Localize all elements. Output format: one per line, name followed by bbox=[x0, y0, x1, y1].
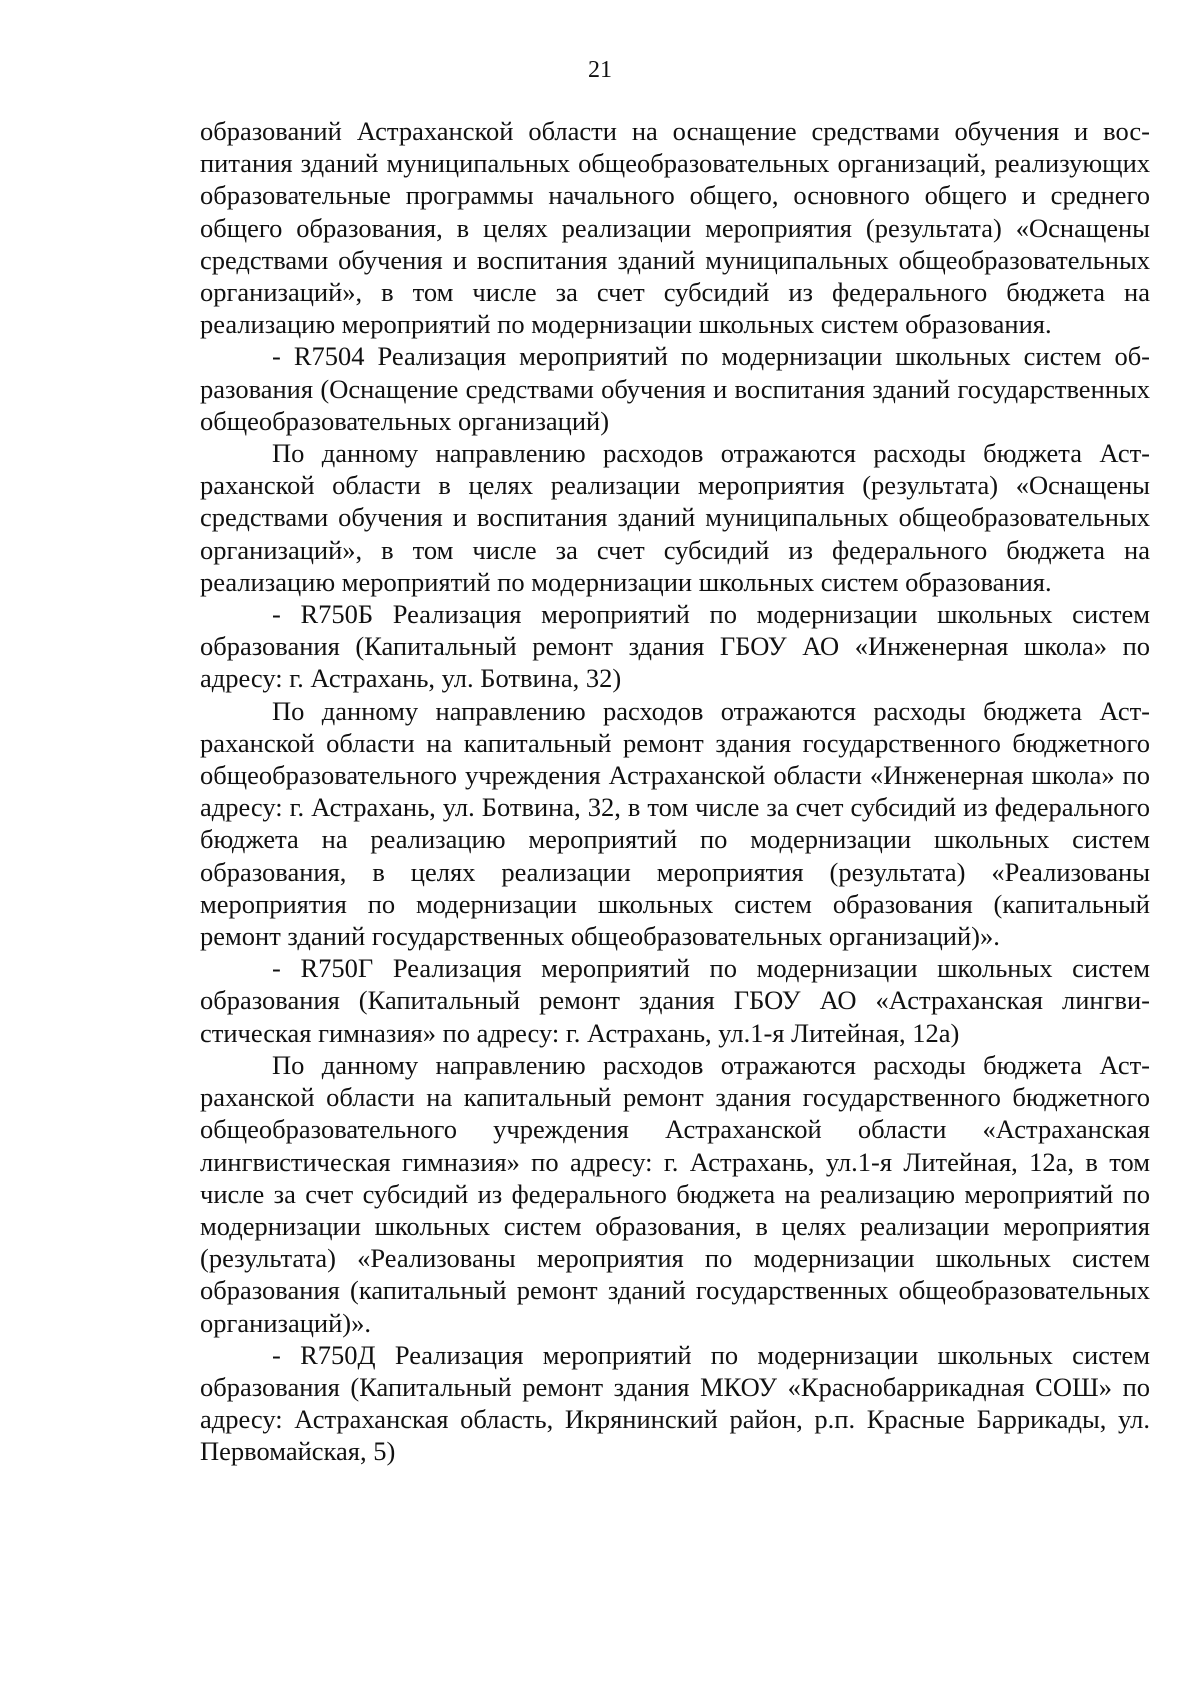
paragraph-r750g-description: По данному направлению расходов отражаются расходы бюджета Астраханской области на капитальный ремонт здания государственного бюджетного общеобразовательного учреждения Астраханской области «Астраханская лингвистическая гимназия» по адресу: г. Астрахань, ул.1-я Литейная, 12а, в том числе за счет субсидий из федерального бюджета на реализацию мероприятий по модернизации школьных систем образования, в целях реализации мероприятия (результата) «Реализованы мероприятия по модернизации школьных систем образования (капитальный ремонт зданий государственных общеобразовательных организаций)». bbox=[200, 1049, 1150, 1338]
document-body bbox=[200, 115, 1150, 1468]
paragraph-r750d-heading: - R750Д Реализация мероприятий по модернизации школьных систем образования (Капитальный ремонт здания МКОУ «Краснобаррикадная СОШ» по адресу: Астраханская область, Икрянинский район, р.п. Красные Баррикады, ул. Первомайская, 5) bbox=[200, 1339, 1150, 1467]
paragraph-r750g-heading: - R750Г Реализация мероприятий по модернизации школьных систем образования (Капитальный ремонт здания ГБОУ АО «Астраханская лингвистическая гимназия» по адресу: г. Астрахань, ул.1-я Литейная, 12а) bbox=[200, 953, 1150, 1048]
page-number: 21 bbox=[588, 57, 612, 83]
paragraph-r7504-description: По данному направлению расходов отражаются расходы бюджета Астраханской области в целях реализации мероприятия (результата) «Оснащены средствами обучения и воспитания зданий муниципальных общеобразовательных организаций», в том числе за счет субсидий из федерального бюджета на реализацию мероприятий по модернизации школьных систем образования. bbox=[200, 438, 1150, 597]
paragraph-r750b-heading: - R750Б Реализация мероприятий по модернизации школьных систем образования (Капитальный ремонт здания ГБОУ АО «Инженерная школа» по адресу: г. Астрахань, ул. Ботвина, 32) bbox=[200, 599, 1150, 694]
paragraph-intro-continuation: образований Астраханской области на оснащение средствами обучения и воспитания зданий муниципальных общеобразовательных организаций, реализующих образовательные программы начального общего, основного общего и среднего общего образования, в целях реализации мероприятия (результата) «Оснащены средствами обучения и воспитания зданий муниципальных общеобразовательных организаций», в том числе за счет субсидий из федерального бюджета на реализацию мероприятий по модернизации школьных систем образования. bbox=[200, 116, 1150, 340]
paragraph-r7504-heading: - R7504 Реализация мероприятий по модернизации школьных систем образования (Оснащение средствами обучения и воспитания зданий государственных общеобразовательных организаций) bbox=[200, 341, 1150, 436]
paragraph-r750b-description: По данному направлению расходов отражаются расходы бюджета Астраханской области на капитальный ремонт здания государственного бюджетного общеобразовательного учреждения Астраханской области «Инженерная школа» по адресу: г. Астрахань, ул. Ботвина, 32, в том числе за счет субсидий из федерального бюджета на реализацию мероприятий по модернизации школьных систем образования, в целях реализации мероприятия (результата) «Реализованы мероприятия по модернизации школьных систем образования (капитальный ремонт зданий государственных общеобразовательных организаций)». bbox=[200, 695, 1150, 952]
